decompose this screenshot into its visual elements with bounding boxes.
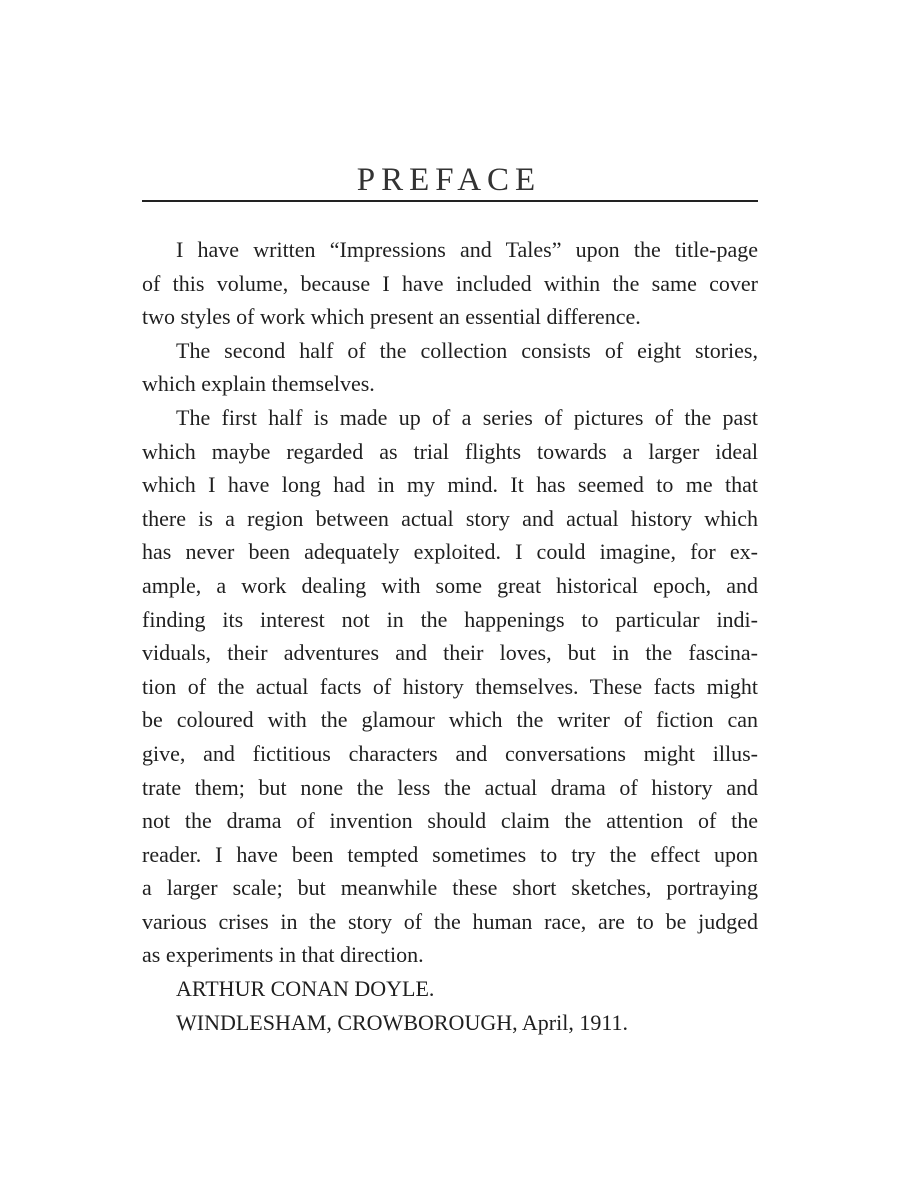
text-line: a larger scale; but meanwhile these short sketches, portraying	[142, 875, 758, 901]
text-line: viduals, their adventures and their loves, but in the fascina-	[142, 640, 758, 666]
text-line: reader. I have been tempted sometimes to try the effect upon	[142, 841, 758, 867]
page-title: PREFACE	[356, 162, 542, 199]
text-line: The first half is made up of a series of pictures of the past	[176, 404, 758, 430]
text-line: which maybe regarded as trial flights towards a larger ideal	[142, 438, 758, 464]
text-line: not the drama of invention should claim the attention of the	[142, 808, 758, 834]
text-line: give, and fictitious characters and conversations might illus-	[142, 740, 758, 766]
text-line: The second half of the collection consists of eight stories,	[176, 337, 758, 363]
text-line: be coloured with the glamour which the writer of fiction can	[142, 707, 758, 733]
preface-body	[142, 233, 758, 1039]
title-divider	[142, 200, 758, 202]
text-line: various crises in the story of the human race, are to be judged	[142, 908, 758, 934]
text-line: tion of the actual facts of history themselves. These facts might	[142, 673, 758, 699]
author-signature: ARTHUR CONAN DOYLE.	[176, 976, 435, 1002]
paragraph	[142, 233, 758, 334]
text-line: ample, a work dealing with some great historical epoch, and	[142, 572, 758, 598]
paragraph	[142, 334, 758, 401]
text-line: which explain themselves.	[142, 371, 375, 397]
text-line: I have written “Impressions and Tales” upon the title-page	[176, 237, 758, 262]
signature-block	[142, 972, 758, 1039]
text-line: which I have long had in my mind. It has seemed to me that	[142, 472, 758, 498]
text-line: as experiments in that direction.	[142, 942, 424, 968]
text-line: of this volume, because I have included within the same cover	[142, 270, 758, 296]
text-line: trate them; but none the less the actual drama of history and	[142, 774, 758, 800]
text-line: two styles of work which present an essential difference.	[142, 304, 641, 330]
place-date-line: WINDLESHAM, CROWBOROUGH, April, 1911.	[176, 1009, 629, 1035]
text-line: there is a region between actual story and actual history which	[142, 505, 758, 531]
paragraph	[142, 401, 758, 972]
text-line: has never been adequately exploited. I could imagine, for ex-	[142, 539, 758, 565]
text-line: finding its interest not in the happenings to particular indi-	[142, 606, 758, 632]
